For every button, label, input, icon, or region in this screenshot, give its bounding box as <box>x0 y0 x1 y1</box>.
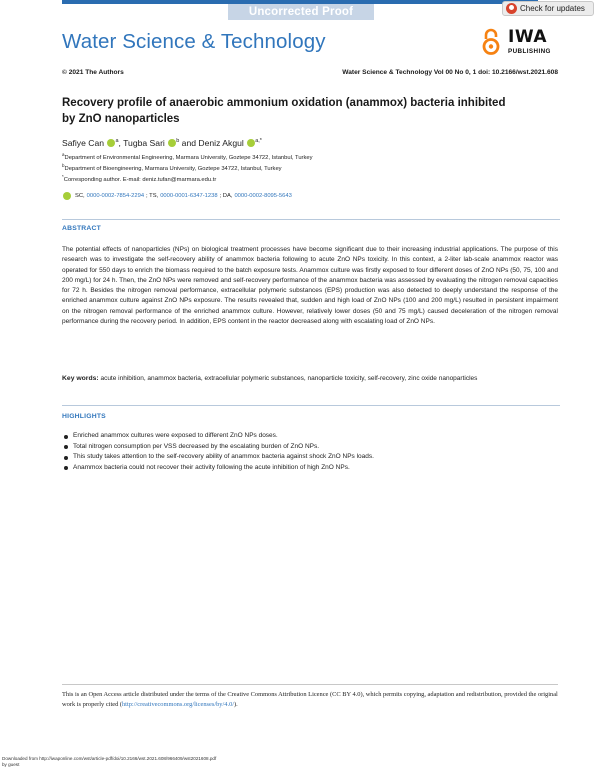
iwa-logo-text: IWA <box>508 27 547 47</box>
license-link[interactable]: http://creativecommons.org/licenses/by/4.0/ <box>121 701 235 709</box>
author-affiliation-sup: a <box>115 138 119 145</box>
download-by: by guest <box>2 762 20 767</box>
keywords-text: acute inhibition, anammox bacteria, extracellular polymeric substances, nanoparticle toxicity, self-recovery, zinc oxide nanoparticles <box>100 375 478 382</box>
affiliation-text: Department of Bioengineering, Marmara University, Goztepe 34722, Istanbul, Turkey <box>64 166 282 173</box>
highlights-list <box>62 431 558 473</box>
orcid-icon[interactable] <box>247 139 255 147</box>
affiliation-text: Department of Environmental Engineering, Marmara University, Goztepe 34722, Istanbul, Turkey <box>64 154 313 161</box>
author-name: Safiye Can <box>62 138 105 148</box>
download-stamp <box>2 756 216 768</box>
license-text-end: ). <box>234 701 238 709</box>
article-title-line: by ZnO nanoparticles <box>62 113 180 125</box>
abstract-text: The potential effects of nanoparticles (NPs) on biological treatment processes have become significant due to their increasing industrial applications. The purpose of this research was to investigate the self-recovery ability of anammox bacteria following to acute ZnO NPs toxicity. In this context, a 2-liter lab-scale anammox reactor was operated for 550 days to enrich the biomass required to the batch exposure tests. Anammox culture was firstly exposed to four different doses of ZnO NPs (50, 75, 100 and 200 mg/L) for 24 h. Then, the ZnO NPs were removed and self-recovery performance of the anammox bacteria was assessed by evaluating the nitrogen removal capacities for 72 h. Besides the nitrogen removal performance, extracellular polymeric substances (EPS) production was also detected to deeply understand the response of the enriched anammox culture against ZnO NPs exposure. The results revealed that, sudden and high load of ZnO NPs (100 and 200 mg/L) resulted in persistent impairment on the nitrogen removal performance of the enriched anammox culture. However, relatively lower doses (50 and 75 mg/L) caused deceleration of the nitrogen removal performance during the recovery period. In addition, EPS content in the reactor decreased along with escalating load of ZnO NPs. <box>62 246 558 326</box>
affiliation-line <box>62 173 313 184</box>
orcid-label: SC, <box>75 193 85 199</box>
download-url: Downloaded from http://iwaponline.com/wst/article-pdf/doi/10.2166/wst.2021.608/966409/wst2021608.pdf <box>2 756 217 761</box>
citation: Water Science & Technology Vol 00 No 0, 1 doi: 10.2166/wst.2021.608 <box>342 69 558 76</box>
orcid-label: ; TS, <box>146 193 159 199</box>
author-name: Tugba Sari <box>123 138 165 148</box>
highlights-heading: HIGHLIGHTS <box>62 413 106 420</box>
journal-title: Water Science & Technology <box>62 30 326 53</box>
license-footnote <box>62 690 560 711</box>
affiliation-sup: b <box>62 163 65 169</box>
author-separator: and <box>179 138 199 148</box>
orcid-link[interactable]: 0000-0002-7854-2294 <box>86 193 145 199</box>
keywords-label: Key words: <box>62 375 99 382</box>
author-name: Deniz Akgul <box>198 138 244 148</box>
orcid-link[interactable]: 0000-0002-8095-5643 <box>234 193 292 199</box>
affiliations <box>62 151 313 184</box>
article-title-line: Recovery profile of anaerobic ammonium oxidation (anammox) bacteria inhibited <box>62 97 506 109</box>
copyright: © 2021 The Authors <box>62 69 124 76</box>
orcid-link[interactable]: 0000-0001-6347-1238 <box>160 193 218 199</box>
crossmark-icon <box>506 3 517 14</box>
divider <box>62 405 560 406</box>
orcid-ids <box>62 192 292 200</box>
affiliation-line <box>62 151 313 162</box>
author-separator: , <box>118 138 124 148</box>
uncorrected-proof-banner: Uncorrected Proof <box>228 4 374 20</box>
article-title <box>62 95 542 127</box>
affiliation-sup: * <box>62 174 64 180</box>
affiliation-text: Corresponding author. E-mail: deniz.tufan@marmara.edu.tr <box>63 177 217 184</box>
keywords <box>62 374 558 384</box>
author-list <box>62 138 262 148</box>
orcid-label: ; DA, <box>219 193 233 199</box>
affiliation-sup: a <box>62 152 65 157</box>
highlight-item: This study takes attention to the self-recovery ability of anammox bacteria against shock ZnO NPs loads. <box>62 452 558 463</box>
highlight-item: Enriched anammox cultures were exposed to different ZnO NPs doses. <box>62 431 558 442</box>
publishing-logo-text: PUBLISHING <box>508 48 551 55</box>
license-text: This is an Open Access article distributed under the terms of the Creative Commons Attribution Licence (CC BY 4.0), which permits copying, adaptation and redistribution, provided the original work is properly cited ( <box>62 691 558 709</box>
check-for-updates-button[interactable] <box>502 1 594 16</box>
author-affiliation-sup: a,* <box>255 138 262 145</box>
check-for-updates-label: Check for updates <box>520 4 585 13</box>
author-affiliation-sup: b <box>176 138 180 145</box>
orcid-icon <box>63 192 71 200</box>
iwa-publishing-logo[interactable] <box>482 24 557 60</box>
footnote-rule <box>62 684 558 685</box>
abstract-heading: ABSTRACT <box>62 225 101 232</box>
divider <box>62 219 560 220</box>
affiliation-line <box>62 162 313 173</box>
highlight-item: Total nitrogen consumption per VSS decreased by the escalating burden of ZnO NPs. <box>62 442 558 453</box>
open-access-icon <box>482 28 500 56</box>
highlight-item: Anammox bacteria could not recover their activity following the acute inhibition of high ZnO NPs. <box>62 463 558 474</box>
